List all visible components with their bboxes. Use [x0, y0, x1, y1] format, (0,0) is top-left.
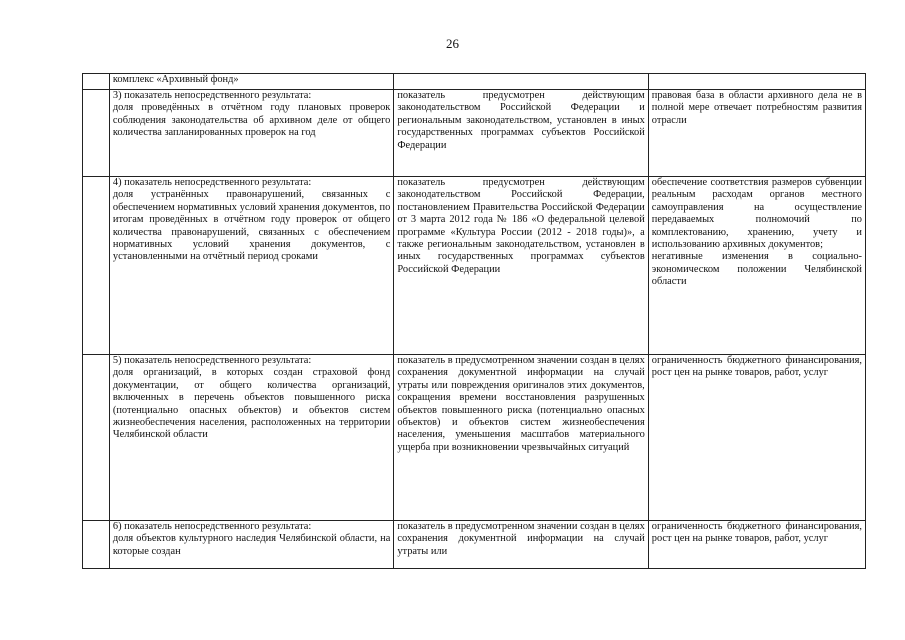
indicator-text: доля объектов культурного наследия Челябинской области, на которые создан [112, 533, 391, 557]
row-marker-cell [83, 521, 110, 569]
basis-cell [394, 521, 648, 569]
risks-text: ограниченность бюджетного финансирования, рост цен на рынке товаров, работ, услуг [651, 355, 862, 379]
basis-cell [394, 177, 648, 355]
indicator-cell [109, 355, 393, 521]
row-marker-cell [83, 177, 110, 355]
risks-cell [648, 521, 865, 569]
risks-cell [648, 355, 865, 521]
indicator-cell [109, 74, 393, 90]
risks-text: обеспечение соответствия размеров субвенции реальным расходам органов местного самоуправления на осуществление передаваемых полномочий по комплектованию, хранению, учету и использованию архивных документов; [651, 177, 862, 251]
table-row [83, 74, 866, 90]
indicator-cell [109, 90, 393, 177]
indicator-text: доля организаций, в которых создан страховой фонд документации, от общего количества организаций, включенных в перечень объектов повышенного риска (потенциально опасных объектов) и объектов систем жизнеобеспечения населения, расположенных на территории Челябинской области [112, 367, 391, 441]
risks-cell [648, 90, 865, 177]
basis-text: показатель в предусмотренном значении создан в целях сохранения документной информации на случай утраты или повреждения оригиналов этих документов, сокращения времени восстановления разрушенных объектов повышенного риска (потенциально опасных объектов) и объектов систем жизнеобеспечения населения, уменьшения масштабов материального ущерба при возникновении чрезвычайных ситуаций [397, 355, 645, 453]
basis-text: показатель предусмотрен действующим законодательством Российской Федерации, постановлением Правительства Российской Федерации от 3 марта 2012 года № 186 «О федеральной целевой программе «Культура России (2012 - 2018 годы)», а также региональным законодательством, установлен в иных государственных программах субъектов Российской Федерации [397, 177, 645, 275]
indicator-cell [109, 521, 393, 569]
risks-text: негативные изменения в социально-экономическом положении Челябинской области [651, 251, 862, 288]
table-row [83, 355, 866, 521]
indicator-text: комплекс «Архивный фонд» [112, 74, 239, 85]
risks-text: правовая база в области архивного дела не в полной мере отвечает потребностям развития отрасли [651, 90, 862, 126]
table-row [83, 90, 866, 177]
page-number: 26 [446, 36, 459, 51]
table-row [83, 521, 866, 569]
document-table [82, 73, 866, 569]
row-marker-cell [83, 74, 110, 90]
indicator-heading: 6) показатель непосредственного результата: [112, 521, 312, 532]
basis-text: показатель в предусмотренном значении создан в целях сохранения документной информации на случай утраты или [397, 521, 645, 557]
table-row [83, 177, 866, 355]
row-marker-cell [83, 90, 110, 177]
basis-cell [394, 74, 648, 90]
basis-text: показатель предусмотрен действующим законодательством Российской Федерации и региональным законодательством, установлен в иных государственных программах субъектов Российской Федерации [397, 90, 645, 151]
indicator-heading: 4) показатель непосредственного результата: [112, 177, 312, 188]
risks-cell [648, 74, 865, 90]
indicator-text: доля устранённых правонарушений, связанных с обеспечением нормативных условий хранения документов, по итогам проведённых в отчётном году проверок от общего количества правонарушений, связанных с обеспечением нормативных условий хранения документов, с установленными на отчётный период сроками [112, 189, 391, 263]
indicator-heading: 5) показатель непосредственного результата: [112, 355, 312, 366]
indicator-heading: 3) показатель непосредственного результата: [112, 90, 312, 101]
risks-text: ограниченность бюджетного финансирования, рост цен на рынке товаров, работ, услуг [651, 521, 862, 545]
basis-cell [394, 355, 648, 521]
risks-cell [648, 177, 865, 355]
indicator-cell [109, 177, 393, 355]
basis-cell [394, 90, 648, 177]
indicator-text: доля проведённых в отчётном году плановых проверок соблюдения законодательства об архивном деле от общего количества запланированных проверок на год [112, 102, 391, 139]
row-marker-cell [83, 355, 110, 521]
